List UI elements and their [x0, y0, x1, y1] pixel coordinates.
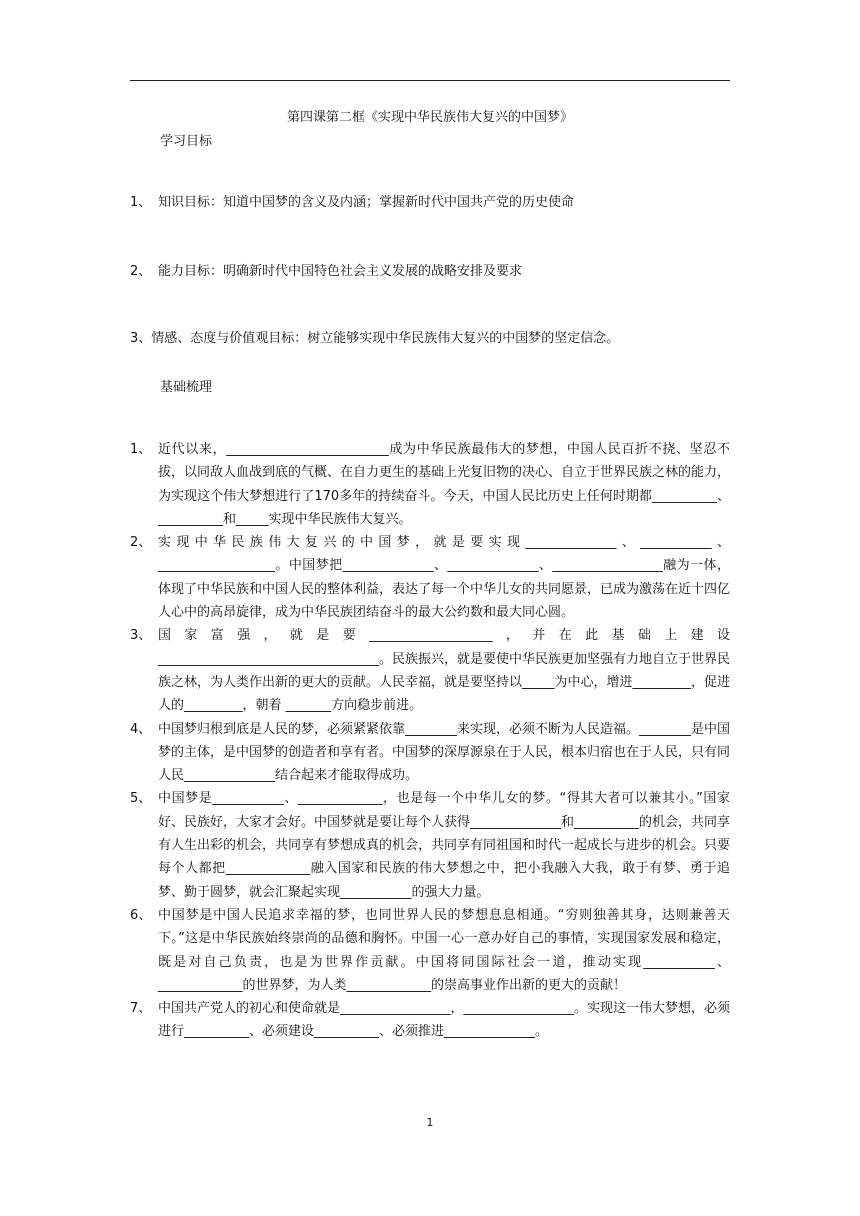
item-number: 6、: [130, 907, 152, 923]
header-rule: [130, 80, 730, 81]
item-text: 近代以来，_________________________成为中华民族最伟大的梦想，中国人民百折不挠、坚忍不拔，以同敌人血战到底的气概、在自力更生的基础上光复旧物的决心、自立于世界民族之林的能力，为实现这个伟大梦想进行了170多年的持续奋斗。今天，中国人民比历史上任何时期都__________、__________和_____实现中华民族伟大复兴。: [158, 442, 731, 527]
goal-text: 知识目标：知道中国梦的含义及内涵；掌握新时代中国共产党的历史使命: [158, 195, 575, 210]
document-title: 第四课第二框《实现中华民族伟大复兴的中国梦》: [286, 110, 573, 125]
list-item: [130, 997, 730, 1044]
item-number: 4、: [130, 721, 152, 737]
item-text: 国家富强，就是要___________________，并在此基础上建设__________________________________。民族振兴，就是要使中华民族更加坚强有力地自立于世界民族之林，为人类作出新的更大的贡献。人民幸福，就是要坚持以_____为中心，增进_________，促进人的_________，朝着 _______方向稳步前进。: [158, 628, 731, 714]
list-item: [130, 787, 730, 903]
goal-text: 情感、态度与价值观目标：树立能够实现中华民族伟大复兴的中国梦的坚定信念。: [151, 331, 620, 346]
item-number: 3、: [130, 628, 152, 644]
item-number: 2、: [130, 535, 152, 551]
page-number: 1: [426, 1116, 434, 1129]
fill-in-list: [130, 438, 730, 1044]
list-item: [130, 438, 730, 531]
item-text: 中国共产党人的初心和使命就是_________________，_________________。实现这一伟大梦想，必须进行__________、必须建设__________、必须推进______________。: [158, 1001, 731, 1040]
item-text: 中国梦是中国人民追求幸福的梦，也同世界人民的梦想息息相通。“穷则独善其身，达则兼善天下。”这是中华民族始终崇尚的品德和胸怀。中国一心一意办好自己的事情，实现国家发展和稳定，既是对自己负责，也是为世界作贡献。中国将同国际社会一道，推动实现___________、_____________的世界梦，为人类_____________的崇高事业作出新的更大的贡献！: [158, 907, 730, 993]
goal-item-2: [130, 260, 522, 279]
goal-number: 3、: [130, 331, 152, 346]
list-item: [130, 624, 730, 717]
item-number: 1、: [130, 442, 152, 457]
goal-item-1: [130, 191, 574, 210]
item-text: 中国梦是___________、_____________，也是每一个中华儿女的梦。“得其大者可以兼其小。”国家好、民族好，大家才会好。中国梦就是要让每个人获得______________和__________的机会，共同享有人生出彩的机会，共同享有梦想成真的机会，共同享有同祖国和时代一起成长与进步的机会。只要每个人都把_____________融入国家和民族的伟大梦想之中，把小我融入大我，敢于有梦、勇于追梦、勤于圆梦，就会汇聚起实现___________的强大力量。: [158, 791, 731, 900]
list-item: [130, 531, 730, 624]
basics-heading: 基础梳理: [160, 380, 213, 395]
goals-heading: 学习目标: [160, 134, 213, 149]
item-number: 7、: [130, 1001, 152, 1017]
item-text: 中国梦归根到底是人民的梦，必须紧紧依靠________来实现，必须不断为人民造福。________是中国梦的主体，是中国梦的创造者和享有者。中国梦的深厚源泉在于人民，根本归宿也在于人民，只有同人民______________结合起来才能取得成功。: [158, 721, 731, 784]
list-item: [130, 718, 730, 788]
goal-number: 2、: [130, 264, 152, 279]
goal-item-3: [130, 327, 619, 346]
goal-text: 能力目标：明确新时代中国特色社会主义发展的战略安排及要求: [158, 264, 523, 279]
goal-number: 1、: [130, 195, 152, 210]
item-number: 5、: [130, 791, 152, 807]
list-item: [130, 904, 730, 997]
item-text: 实现中华民族伟大复兴的中国梦，就是要实现______________、___________、__________________。中国梦把______________、______________、_________________融为一体，体现了中华民族和中国人民的整体利益，表达了每一个中华儿女的共同愿景，已成为激荡在近十四亿人心中的高昂旋律，成为中华民族团结奋斗的最大公约数和最大同心圆。: [158, 535, 731, 621]
